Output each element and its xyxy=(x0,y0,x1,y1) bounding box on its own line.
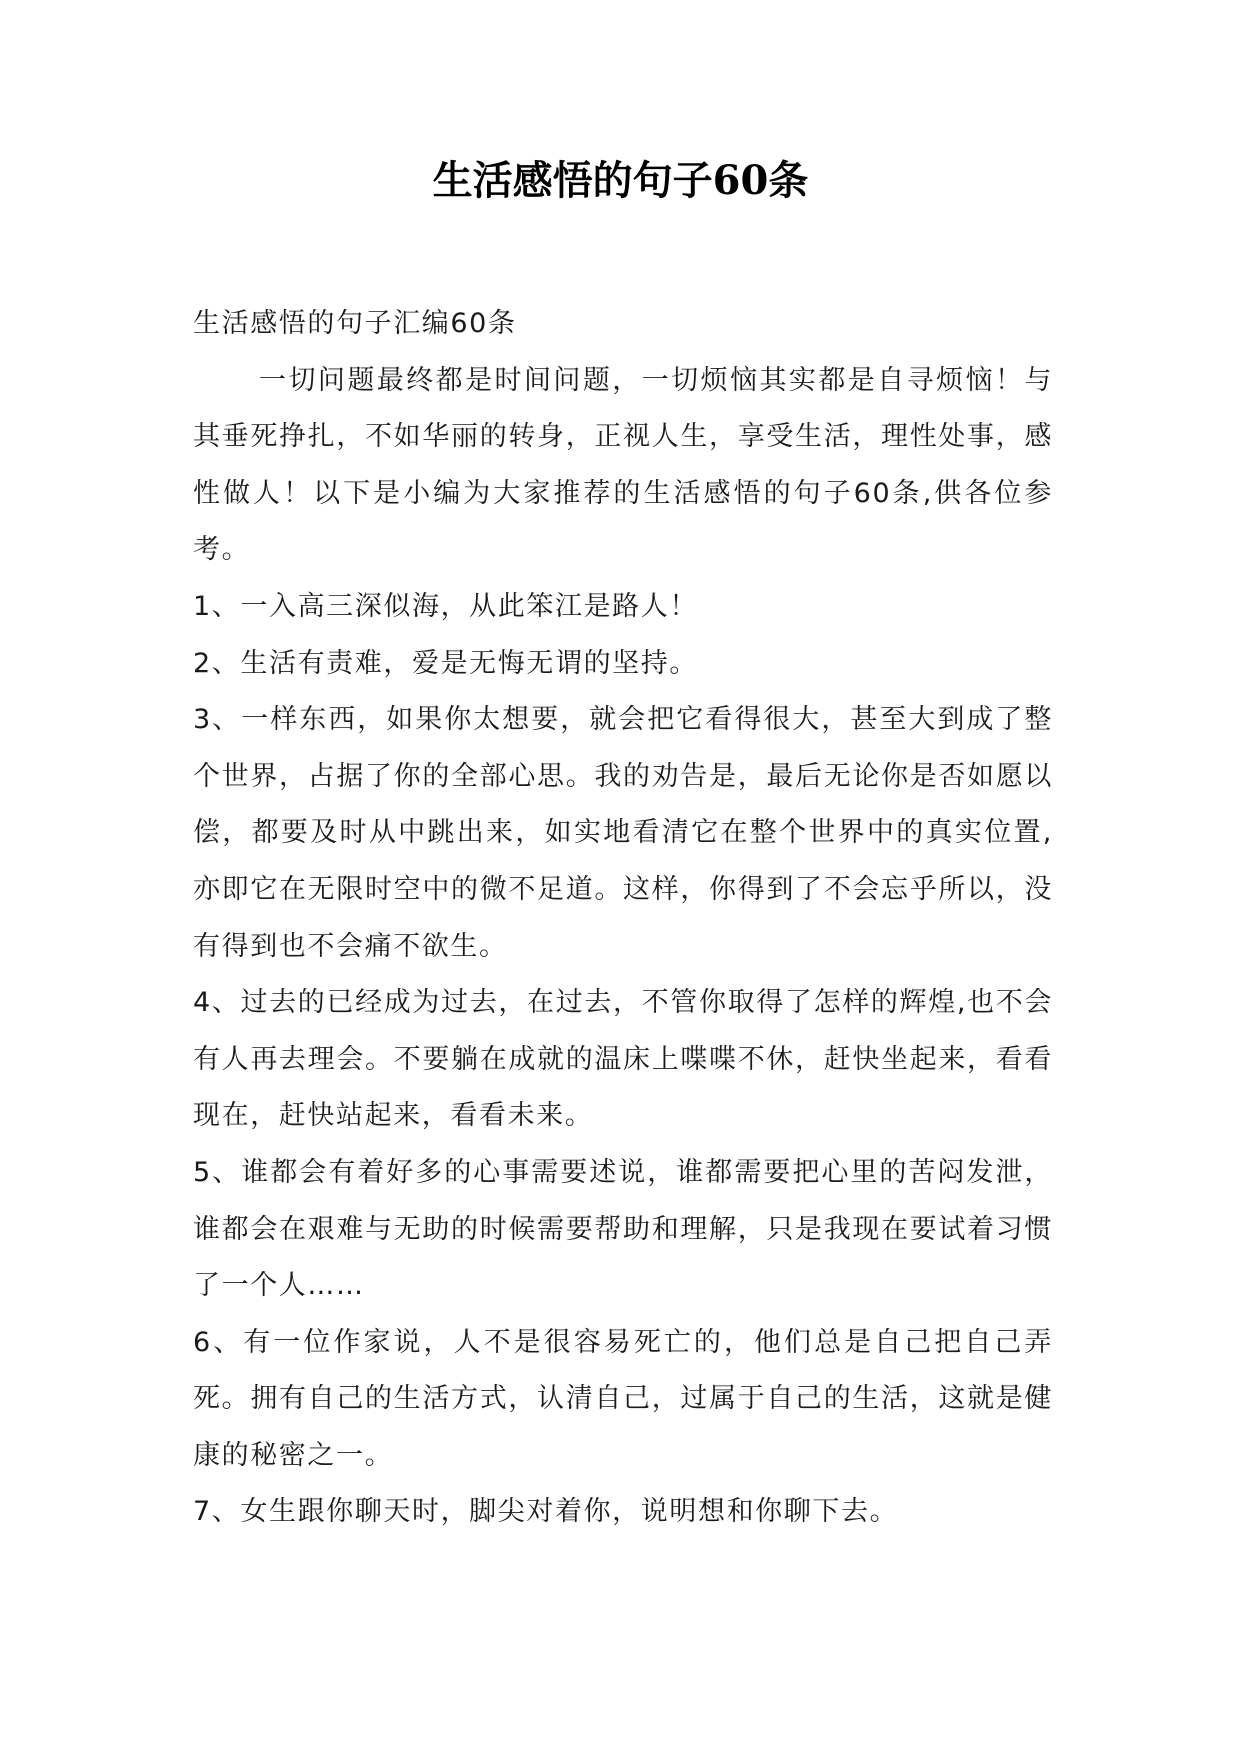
list-item: 7、女生跟你聊天时，脚尖对着你，说明想和你聊下去。 xyxy=(193,1496,899,1528)
intro-paragraph: 一切问题最终都是时间问题，一切烦恼其实都是自寻烦恼！与其垂死挣扎，不如华丽的转身，正视人生，享受生活，理性处事，感性做人！以下是小编为大家推荐的生活感悟的句子60条,供各位参考。 xyxy=(193,364,1053,566)
list-item: 4、过去的已经成为过去，在过去，不管你取得了怎样的辉煌,也不会有人再去理会。不要躺在成就的温床上喋喋不休，赶快坐起来，看看现在，赶快站起来，看看未来。 xyxy=(193,987,1053,1132)
document-title: 生活感悟的句子60条 xyxy=(432,157,809,204)
list-item: 1、一入高三深似海，从此笨江是路人！ xyxy=(193,590,698,622)
list-item: 5、谁都会有着好多的心事需要述说，谁都需要把心里的苦闷发泄，谁都会在艰难与无助的时候需要帮助和理解，只是我现在要试着习惯了一个人…… xyxy=(193,1156,1053,1302)
document-body xyxy=(193,296,1053,1541)
document-subtitle: 生活感悟的句子汇编60条 xyxy=(193,308,517,339)
list-item: 3、一样东西，如果你太想要，就会把它看得很大，甚至大到成了整个世界，占据了你的全部心思。我的劝告是，最后无论你是否如愿以偿，都要及时从中跳出来，如实地看清它在整个世界中的真实位置,亦即它在无限时空中的微不足道。这样，你得到了不会忘乎所以，没有得到也不会痛不欲生。 xyxy=(193,704,1053,962)
list-item: 6、有一位作家说，人不是很容易死亡的，他们总是自己把自己弄死。拥有自己的生活方式，认清自己，过属于自己的生活，这就是健康的秘密之一。 xyxy=(193,1326,1053,1471)
list-item: 2、生活有责难，爱是无悔无谓的坚持。 xyxy=(193,647,698,679)
